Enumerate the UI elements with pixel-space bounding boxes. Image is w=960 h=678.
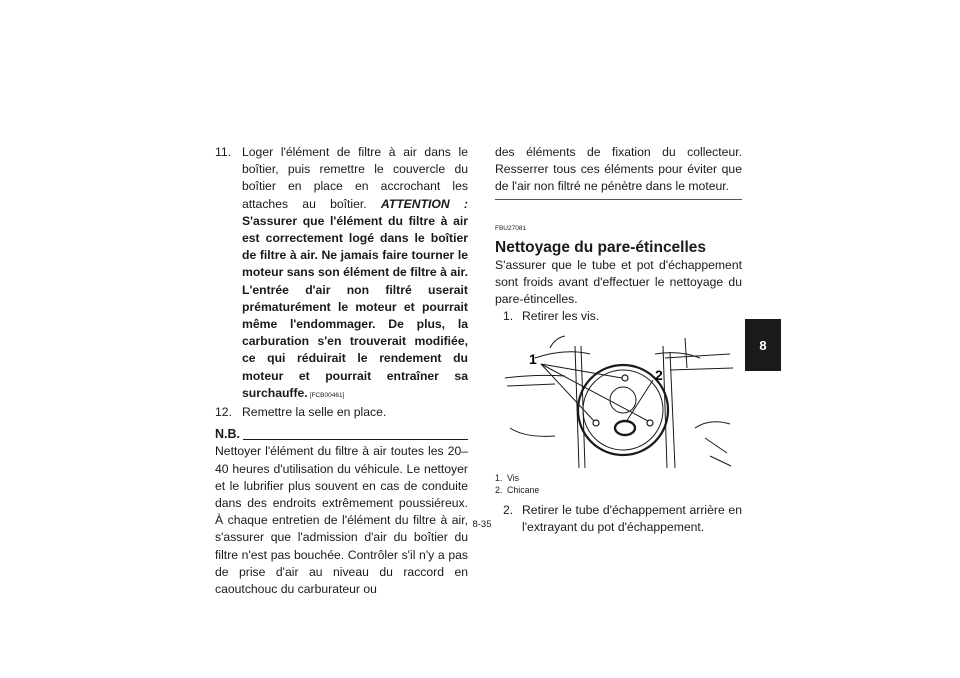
step-12	[215, 404, 468, 421]
caption-label: Vis	[507, 472, 520, 483]
left-column	[215, 144, 468, 598]
section-code: FBU27081	[495, 224, 527, 232]
step-text-block	[242, 144, 468, 404]
step-1	[495, 308, 742, 325]
continuation-text: des éléments de fixation du collecteur. Resserrer tous ces éléments pour éviter que de l'air non filtré ne pénètre dans le moteur.	[495, 145, 742, 194]
note-end-rule	[495, 199, 742, 200]
step-11	[215, 144, 468, 404]
section-intro: S'assurer que le tube et pot d'échappement sont froids avant d'effectuer le nettoyage du pare-étincelles.	[495, 257, 742, 307]
step-number: 12.	[215, 405, 232, 420]
caption-number: 1.	[495, 472, 503, 483]
step-2	[495, 502, 742, 536]
caution-code: [FCB00461]	[309, 391, 345, 399]
step-number: 11.	[215, 145, 232, 159]
spark-arrester-illustration	[495, 328, 742, 470]
right-column	[495, 144, 742, 536]
caption-item	[495, 472, 742, 484]
attention-text: S'assurer que l'élément du filtre à air est correctement logé dans le boîtier de filtre à air. Ne jamais faire tourner le moteur sans son élément de filtre à air. L'entrée d'air non filtré userait prématurément le moteur et pourrait même l'endommager. De plus, la carburation s'en trouverait modifiée, ce qui réduirait le rendement du moteur et pourrait entraîner sa surchauffe.	[242, 213, 468, 400]
note-header	[215, 426, 468, 443]
note-rule	[243, 439, 468, 440]
caption-label: Chicane	[507, 484, 540, 495]
attention-label: ATTENTION :	[380, 196, 468, 211]
figure-caption	[495, 472, 742, 496]
page-number: 8-35	[472, 519, 492, 530]
step-number: 2.	[503, 502, 514, 517]
spark-arrester-figure	[495, 328, 742, 470]
section-title: Nettoyage du pare-étincelles	[495, 238, 707, 256]
step-text: Retirer les vis.	[522, 309, 600, 324]
chapter-tab: 8	[745, 319, 781, 371]
step-text: Loger l'élément de filtre à air dans le boîtier, puis remettre le couvercle du boîtier en place en accrochant les attaches au boîtier.	[242, 145, 468, 211]
caption-item	[495, 484, 742, 496]
note-label: N.B.	[215, 427, 240, 442]
callout-1: 1	[529, 350, 537, 367]
callout-2: 2	[655, 366, 663, 383]
step-text: Remettre la selle en place.	[242, 405, 387, 420]
note-text: Nettoyer l'élément du filtre à air toutes les 20–40 heures d'utilisation du véhicule. Le nettoyer et le lubrifier plus souvent en cas de conduite dans des endroits extrêmement poussiéreux. À chaque entretien de l'élément du filtre à air, s'assurer que l'admission d'air du boîtier du filtre n'est pas bouchée. Contrôler s'il n'y a pas de prise d'air au niveau du raccord en caoutchouc du carburateur ou	[215, 444, 468, 597]
step-text: Retirer le tube d'échappement arrière en l'extrayant du pot d'échappement.	[522, 502, 742, 534]
caption-number: 2.	[495, 484, 503, 495]
step-number: 1.	[503, 309, 514, 324]
